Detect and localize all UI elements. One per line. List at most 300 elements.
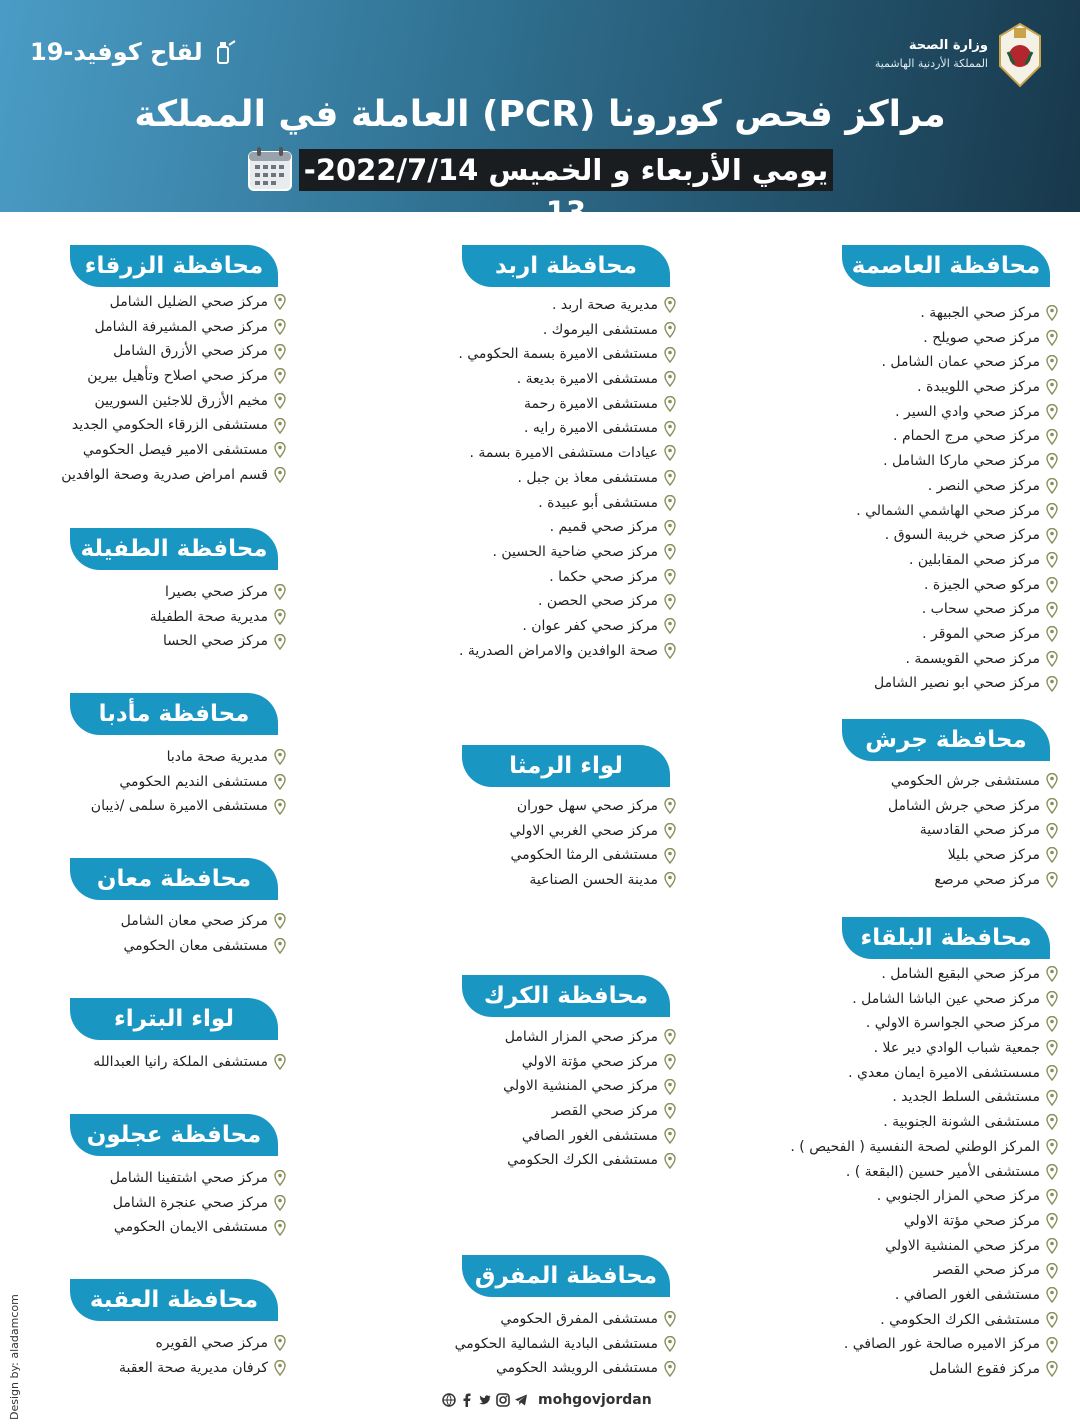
location-pin-icon xyxy=(1046,602,1058,618)
location-pin-icon xyxy=(1046,1189,1058,1205)
list-item xyxy=(612,962,1058,987)
center-name: صحة الوافدين والامراض الصدرية . xyxy=(458,642,658,659)
center-name: مركز فقوع الشامل xyxy=(929,1361,1040,1377)
social-bar xyxy=(442,1392,652,1408)
section-title: محافظة معان xyxy=(70,858,278,900)
location-pin-icon xyxy=(1046,1090,1058,1106)
list-item xyxy=(0,1356,286,1381)
location-pin-icon xyxy=(664,1311,676,1327)
center-list xyxy=(230,293,676,663)
location-pin-icon xyxy=(1046,503,1058,519)
list-item xyxy=(0,1331,286,1356)
center-name: مركز صحي مؤتة الاولي xyxy=(903,1212,1040,1229)
section-title: محافظة المفرق xyxy=(462,1255,670,1297)
list-item xyxy=(612,400,1058,425)
location-pin-icon xyxy=(274,393,286,409)
location-pin-icon xyxy=(1046,1337,1058,1353)
location-pin-icon xyxy=(274,1360,286,1376)
center-name: مستشفى الاميرة سلمى /ذيبان xyxy=(90,798,268,815)
location-pin-icon xyxy=(664,594,676,610)
list-item xyxy=(612,671,1058,696)
list-item xyxy=(612,326,1058,351)
location-pin-icon xyxy=(664,347,676,363)
list-item xyxy=(612,1036,1058,1061)
section-title: لواء الرمثا xyxy=(462,745,670,787)
center-name: مركز صحي معان الشامل xyxy=(120,913,268,929)
list-item xyxy=(0,629,286,654)
list-item xyxy=(612,868,1058,893)
center-name: مركز صحي ماركا الشامل . xyxy=(883,453,1040,470)
list-item xyxy=(0,438,286,463)
center-name: مركز صحي المنشية الاولي xyxy=(503,1078,658,1095)
center-name: مركز صحي اصلاح وتأهيل بيرين xyxy=(87,368,268,385)
center-name: مركز صحي الحسا xyxy=(162,633,268,650)
location-pin-icon xyxy=(274,1220,286,1236)
center-name: مركز صحي القصر xyxy=(551,1103,658,1120)
list-item xyxy=(612,1234,1058,1259)
location-pin-icon xyxy=(274,344,286,360)
location-pin-icon xyxy=(1046,1040,1058,1056)
center-name: مركز صحي القصر xyxy=(933,1262,1040,1279)
list-item xyxy=(612,350,1058,375)
list-item xyxy=(0,580,286,605)
center-list xyxy=(0,1331,286,1380)
section-title: محافظة العاصمة xyxy=(842,245,1050,287)
section-title: محافظة البلقاء xyxy=(842,917,1050,959)
list-item xyxy=(612,597,1058,622)
list-item xyxy=(0,1166,286,1191)
location-pin-icon xyxy=(664,1079,676,1095)
vaccine-vial-icon xyxy=(211,39,237,65)
center-name: مركز صحي الجواسرة الاولي . xyxy=(865,1015,1040,1032)
list-item xyxy=(0,413,286,438)
list-item xyxy=(230,466,676,491)
location-pin-icon xyxy=(1046,330,1058,346)
location-pin-icon xyxy=(664,396,676,412)
location-pin-icon xyxy=(274,774,286,790)
jordan-crest-icon xyxy=(994,22,1046,88)
location-pin-icon xyxy=(274,913,286,929)
location-pin-icon xyxy=(274,938,286,954)
location-pin-icon xyxy=(664,643,676,659)
center-list xyxy=(0,745,286,819)
list-item xyxy=(0,463,286,488)
location-pin-icon xyxy=(1046,1114,1058,1130)
center-name: مستشفى الكرك الحكومي xyxy=(507,1152,658,1169)
center-list xyxy=(230,794,676,893)
design-credit: Design by: aladamcom xyxy=(8,1294,21,1420)
location-pin-icon xyxy=(664,798,676,814)
list-item xyxy=(230,1124,676,1149)
center-list xyxy=(230,1025,676,1173)
list-item xyxy=(612,474,1058,499)
list-item xyxy=(230,794,676,819)
page-title: مراكز فحص كورونا (PCR) العاملة في المملكة xyxy=(134,94,946,135)
location-pin-icon xyxy=(664,421,676,437)
calendar-icon xyxy=(247,146,293,192)
list-item xyxy=(230,491,676,516)
list-item xyxy=(0,339,286,364)
center-name: مركز صحي عنجرة الشامل xyxy=(112,1194,268,1211)
location-pin-icon xyxy=(664,544,676,560)
location-pin-icon xyxy=(664,371,676,387)
date-bar: يومي الأربعاء و الخميس 2022/7/14-13 xyxy=(299,149,833,191)
center-name: مستشفى الزرقاء الحكومي الجديد xyxy=(71,417,268,434)
list-item xyxy=(230,1148,676,1173)
center-name: مستشفى السلط الجديد . xyxy=(892,1089,1040,1106)
list-item xyxy=(230,416,676,441)
list-item xyxy=(230,293,676,318)
center-name: مركز صحي صويلح . xyxy=(923,329,1040,346)
center-name: مستشفى الشونة الجنوبية . xyxy=(883,1114,1040,1131)
location-pin-icon xyxy=(274,1054,286,1070)
section-title: محافظة اربد xyxy=(462,245,670,287)
list-item xyxy=(0,1050,286,1075)
section-title: محافظة الطفيلة xyxy=(70,528,278,570)
list-item xyxy=(612,843,1058,868)
location-pin-icon xyxy=(1046,429,1058,445)
list-item xyxy=(612,301,1058,326)
location-pin-icon xyxy=(1046,1361,1058,1377)
center-list xyxy=(230,1307,676,1381)
section-title: لواء البتراء xyxy=(70,998,278,1040)
center-name: مستشفى البادية الشمالية الحكومي xyxy=(454,1335,658,1352)
list-item xyxy=(230,1332,676,1357)
location-pin-icon xyxy=(1046,478,1058,494)
location-pin-icon xyxy=(1046,991,1058,1007)
center-name: مستشفى الاميرة بسمة الحكومي . xyxy=(458,346,658,363)
list-item xyxy=(230,565,676,590)
section-title: محافظة جرش xyxy=(842,719,1050,761)
location-pin-icon xyxy=(1046,379,1058,395)
center-name: مستشفى الكرك الحكومي . xyxy=(880,1311,1040,1328)
list-item xyxy=(0,1215,286,1240)
center-name: مستشفى الايمان الحكومي xyxy=(113,1219,268,1236)
list-item xyxy=(612,987,1058,1012)
list-item xyxy=(230,1074,676,1099)
location-pin-icon xyxy=(1046,305,1058,321)
center-name: مركز صحي القادسية xyxy=(919,822,1040,839)
center-name: مركز صحي الحصن . xyxy=(538,593,658,610)
center-name: مركز صحي المقابلين . xyxy=(908,551,1040,568)
list-item xyxy=(230,639,676,664)
list-item xyxy=(612,1061,1058,1086)
center-name: مركز صحي خريبة السوق . xyxy=(884,527,1040,544)
location-pin-icon xyxy=(1046,1238,1058,1254)
list-item xyxy=(230,1307,676,1332)
location-pin-icon xyxy=(1046,823,1058,839)
vaccine-text: لقاح كوفيد-19 xyxy=(30,38,203,66)
list-item xyxy=(612,1184,1058,1209)
list-item xyxy=(230,1050,676,1075)
center-name: مستشفى الغور الصافي . xyxy=(894,1286,1040,1303)
center-name: مركز صحي الضليل الشامل xyxy=(109,294,268,310)
center-name: مركز صحي قميم . xyxy=(549,519,658,536)
section-title: محافظة الكرك xyxy=(462,975,670,1017)
list-item xyxy=(612,1332,1058,1357)
list-item xyxy=(0,290,286,315)
list-item xyxy=(230,819,676,844)
location-pin-icon xyxy=(664,848,676,864)
center-name: مركز صحي مرصع xyxy=(934,871,1040,888)
telegram-icon[interactable] xyxy=(514,1393,528,1407)
center-name: مركز صحي بصيرا xyxy=(165,584,268,600)
location-pin-icon xyxy=(664,1361,676,1377)
center-name: جمعية شباب الوادي دير علا . xyxy=(873,1040,1040,1057)
center-list xyxy=(0,580,286,654)
location-pin-icon xyxy=(1046,676,1058,692)
center-name: مركز صحي المشيرفة الشامل xyxy=(94,318,268,335)
center-name: مستشفى الاميرة رايه . xyxy=(524,420,658,437)
location-pin-icon xyxy=(1046,453,1058,469)
center-name: مستشفى الرويشد الحكومي xyxy=(495,1360,658,1377)
center-name: مستشفى المفرق الحكومي xyxy=(500,1311,658,1327)
location-pin-icon xyxy=(274,319,286,335)
center-name: مركز صحي المزار الشامل xyxy=(504,1029,658,1045)
list-item xyxy=(0,909,286,934)
list-item xyxy=(612,1135,1058,1160)
center-name: مستشفى الرمثا الحكومي xyxy=(510,847,658,864)
center-name: مركز صحي جرش الشامل xyxy=(887,797,1040,814)
list-item xyxy=(230,367,676,392)
center-name: مركز صحي ضاحية الحسين . xyxy=(492,543,658,560)
vaccine-label xyxy=(30,38,237,66)
center-name: عيادات مستشفى الاميرة بسمة . xyxy=(469,445,658,462)
list-item xyxy=(612,573,1058,598)
location-pin-icon xyxy=(1046,1016,1058,1032)
social-handle[interactable]: mohgovjordan xyxy=(538,1392,652,1408)
center-list xyxy=(612,962,1058,1382)
center-name: مركز صحي ابو نصير الشامل xyxy=(873,675,1040,692)
list-item xyxy=(0,934,286,959)
list-item xyxy=(0,745,286,770)
location-pin-icon xyxy=(664,445,676,461)
location-pin-icon xyxy=(274,1335,286,1351)
center-name: مخيم الأزرق للاجئين السوريين xyxy=(94,392,268,409)
center-name: مستشفى الأمير حسين (البقعة ) . xyxy=(845,1163,1040,1180)
center-list xyxy=(612,301,1058,696)
center-name: مركز صحي كفر عوان . xyxy=(522,617,658,634)
section-title: محافظة مأدبا xyxy=(70,693,278,735)
location-pin-icon xyxy=(274,418,286,434)
center-list xyxy=(0,1166,286,1240)
center-name: مستشفى الاميرة بديعة . xyxy=(516,371,658,388)
location-pin-icon xyxy=(664,1054,676,1070)
center-name: مديرية صحة الطفيلة xyxy=(149,608,268,625)
list-item xyxy=(612,1011,1058,1036)
list-item xyxy=(230,1356,676,1381)
center-name: مركز الاميره صالحة غور الصافي . xyxy=(843,1336,1040,1353)
location-pin-icon xyxy=(1046,1164,1058,1180)
location-pin-icon xyxy=(1046,773,1058,789)
center-name: مركز صحي الموقر . xyxy=(922,625,1040,642)
location-pin-icon xyxy=(664,872,676,888)
list-item xyxy=(0,389,286,414)
location-pin-icon xyxy=(1046,847,1058,863)
kingdom-title: المملكة الأردنية الهاشمية xyxy=(874,57,988,70)
center-name: مركز صحي اللويبدة . xyxy=(917,379,1040,396)
facebook-icon[interactable] xyxy=(460,1393,474,1407)
center-name: مركز صحي الجبيهة . xyxy=(920,305,1040,321)
center-list xyxy=(0,909,286,958)
center-name: مركز صحي سحاب . xyxy=(921,601,1040,618)
location-pin-icon xyxy=(664,520,676,536)
location-pin-icon xyxy=(274,634,286,650)
center-name: مركز صحي البقيع الشامل . xyxy=(881,966,1040,982)
center-name: قسم امراض صدرية وصحة الوافدين xyxy=(61,466,268,483)
center-name: مركز صحي بليلا xyxy=(947,847,1040,864)
list-item xyxy=(612,1258,1058,1283)
section-title: محافظة عجلون xyxy=(70,1114,278,1156)
list-item xyxy=(230,318,676,343)
list-item xyxy=(0,1191,286,1216)
instagram-icon[interactable] xyxy=(496,1393,510,1407)
center-name: مستشفى معاذ بن جبل . xyxy=(517,469,658,486)
section-title: محافظة الزرقاء xyxy=(70,245,278,287)
location-pin-icon xyxy=(274,799,286,815)
list-item xyxy=(230,1025,676,1050)
location-pin-icon xyxy=(664,495,676,511)
list-item xyxy=(612,647,1058,672)
list-item xyxy=(612,1308,1058,1333)
center-name: مستشفى اليرموك . xyxy=(542,321,658,338)
center-name: المركز الوطني لصحة النفسية ( الفحيص ) . xyxy=(790,1138,1040,1155)
center-name: مركز صحي النصر . xyxy=(927,477,1040,494)
list-item xyxy=(612,499,1058,524)
list-item xyxy=(230,1099,676,1124)
center-list xyxy=(0,1050,286,1075)
location-pin-icon xyxy=(1046,577,1058,593)
location-pin-icon xyxy=(1046,626,1058,642)
list-item xyxy=(612,375,1058,400)
location-pin-icon xyxy=(664,1029,676,1045)
center-name: مركز صحي عين الباشا الشامل . xyxy=(852,990,1040,1007)
list-item xyxy=(230,392,676,417)
location-pin-icon xyxy=(274,368,286,384)
twitter-icon[interactable] xyxy=(478,1393,492,1407)
center-name: مركو صحي الجيزة . xyxy=(924,576,1040,593)
location-pin-icon xyxy=(274,467,286,483)
list-item xyxy=(0,794,286,819)
location-pin-icon xyxy=(274,749,286,765)
location-pin-icon xyxy=(1046,798,1058,814)
location-pin-icon xyxy=(274,1170,286,1186)
location-pin-icon xyxy=(664,823,676,839)
list-item xyxy=(230,868,676,893)
location-pin-icon xyxy=(1046,966,1058,982)
center-name: مركز صحي اشتفينا الشامل xyxy=(109,1170,268,1186)
location-pin-icon xyxy=(1046,355,1058,371)
list-item xyxy=(612,794,1058,819)
list-item xyxy=(230,614,676,639)
center-name: مركز صحي حكما . xyxy=(549,568,658,585)
center-name: مديرية صحة اربد . xyxy=(552,297,658,313)
header-banner xyxy=(0,0,1080,229)
list-item xyxy=(230,342,676,367)
list-item xyxy=(612,769,1058,794)
list-item xyxy=(230,843,676,868)
center-name: مديرية صحة مادبا xyxy=(166,749,268,765)
location-pin-icon xyxy=(1046,1065,1058,1081)
center-name: مركز صحي المنشية الاولي xyxy=(885,1237,1040,1254)
list-item xyxy=(612,523,1058,548)
location-pin-icon xyxy=(664,297,676,313)
location-pin-icon xyxy=(274,294,286,310)
globe-icon[interactable] xyxy=(442,1393,456,1407)
center-name: مركز صحي مؤتة الاولي xyxy=(521,1053,658,1070)
list-item xyxy=(612,1357,1058,1382)
center-name: مستشفى النديم الحكومي xyxy=(119,773,268,790)
center-name: مسستشفى الاميرة ايمان معدي . xyxy=(848,1064,1040,1081)
center-name: مستشفى الامير فيصل الحكومي xyxy=(82,442,268,459)
list-item xyxy=(612,622,1058,647)
list-item xyxy=(230,540,676,565)
location-pin-icon xyxy=(1046,404,1058,420)
location-pin-icon xyxy=(664,322,676,338)
location-pin-icon xyxy=(274,609,286,625)
location-pin-icon xyxy=(1046,1213,1058,1229)
location-pin-icon xyxy=(1046,1312,1058,1328)
center-name: مركز صحي سهل حوران xyxy=(516,798,658,814)
ministry-name xyxy=(875,38,988,70)
location-pin-icon xyxy=(1046,1287,1058,1303)
list-item xyxy=(612,449,1058,474)
location-pin-icon xyxy=(1046,552,1058,568)
center-name: مستشفى الملكة رانيا العبدالله xyxy=(93,1054,268,1070)
center-name: مستشفى معان الحكومي xyxy=(123,937,268,954)
center-name: مستشفى الاميرة رحمة xyxy=(523,395,658,412)
location-pin-icon xyxy=(1046,872,1058,888)
center-name: مدينة الحسن الصناعية xyxy=(529,872,658,889)
center-name: مركز صحي عمان الشامل . xyxy=(881,354,1040,371)
location-pin-icon xyxy=(1046,1263,1058,1279)
center-name: مركز صحي الغربي الاولي xyxy=(509,822,658,839)
list-item xyxy=(0,770,286,795)
location-pin-icon xyxy=(1046,1139,1058,1155)
location-pin-icon xyxy=(1046,528,1058,544)
ministry-title: وزارة الصحة xyxy=(908,38,988,53)
center-name: مركز صحي القويسمة . xyxy=(905,650,1040,667)
location-pin-icon xyxy=(664,1103,676,1119)
list-item xyxy=(612,1110,1058,1135)
location-pin-icon xyxy=(664,470,676,486)
center-name: مركز صحي مرج الحمام . xyxy=(893,428,1040,445)
list-item xyxy=(230,589,676,614)
list-item xyxy=(612,548,1058,573)
center-name: كرفان مديرية صحة العقبة xyxy=(118,1359,268,1376)
list-item xyxy=(612,1085,1058,1110)
location-pin-icon xyxy=(1046,651,1058,667)
location-pin-icon xyxy=(274,584,286,600)
list-item xyxy=(612,1209,1058,1234)
location-pin-icon xyxy=(664,569,676,585)
list-item xyxy=(612,818,1058,843)
location-pin-icon xyxy=(274,442,286,458)
center-name: مستشفى جرش الحكومي xyxy=(890,773,1040,789)
list-item xyxy=(0,315,286,340)
list-item xyxy=(612,1283,1058,1308)
center-name: مركز صحي الأزرق الشامل xyxy=(113,343,268,360)
list-item xyxy=(230,441,676,466)
location-pin-icon xyxy=(274,1195,286,1211)
location-pin-icon xyxy=(664,1336,676,1352)
center-name: مستشفى الغور الصافي xyxy=(521,1127,658,1144)
section-title: محافظة العقبة xyxy=(70,1279,278,1321)
center-name: مركز صحي وادي السير . xyxy=(895,403,1040,420)
location-pin-icon xyxy=(664,1128,676,1144)
center-name: مركز صحي المزار الجنوبي . xyxy=(876,1188,1040,1205)
list-item xyxy=(0,364,286,389)
